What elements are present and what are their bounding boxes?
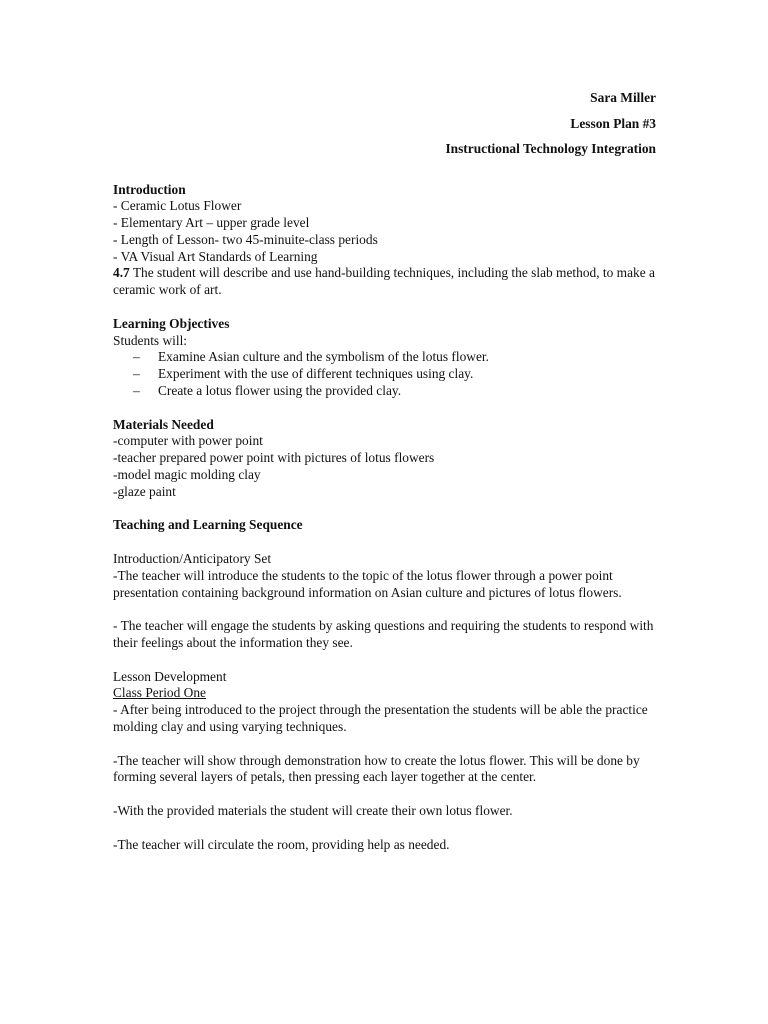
materials-section [113,417,656,501]
objective-text: Create a lotus flower using the provided clay. [158,383,402,399]
dash-bullet: – [133,366,140,382]
author-name: Sara Miller [590,90,656,105]
course-title: Instructional Technology Integration [445,141,656,156]
introduction-section [113,182,656,300]
dash-bullet: – [133,383,140,399]
intro-item: - Length of Lesson- two 45-minuite-class periods [113,231,378,247]
list-item [113,366,656,383]
intro-item: - VA Visual Art Standards of Learning [113,248,318,264]
lesson-plan-number: Lesson Plan #3 [570,115,656,131]
sequence-heading: Teaching and Learning Sequence [113,517,303,533]
standard-text: The student will describe and use hand-building techniques, including the slab method, to make a ceramic work of art. [113,265,655,298]
development-paragraph: - After being introduced to the project through the presentation the students will be able the practice molding clay and using varying techniques. [113,702,648,734]
objective-text: Experiment with the use of different techniques using clay. [158,366,474,382]
anticipatory-heading: Introduction/Anticipatory Set [113,551,272,567]
material-item: -teacher prepared power point with pictures of lotus flowers [113,450,435,466]
list-item [113,383,656,400]
list-item [113,349,656,366]
objective-text: Examine Asian culture and the symbolism of the lotus flower. [158,349,489,365]
objectives-lead: Students will: [113,332,188,348]
document-header [113,88,656,165]
objectives-heading: Learning Objectives [113,315,230,331]
dash-bullet: – [133,349,140,365]
material-item: -model magic molding clay [113,467,261,483]
anticipatory-paragraph: -The teacher will introduce the students to the topic of the lotus flower through a power point presentation containing background information on Asian culture and pictures of lotus flowers. [113,567,622,600]
lesson-plan-page [113,88,656,853]
intro-item: - Elementary Art – upper grade level [113,215,310,231]
materials-heading: Materials Needed [113,416,214,432]
development-paragraph: -The teacher will show through demonstration how to create the lotus flower. This will be done by forming several layers of petals, then pressing each layer together at the center. [113,752,640,785]
standard-paragraph [113,265,656,299]
intro-item: - Ceramic Lotus Flower [113,198,242,214]
material-item: -glaze paint [113,483,176,499]
development-paragraph: -With the provided materials the student will create their own lotus flower. [113,802,513,818]
anticipatory-paragraph: - The teacher will engage the students by asking questions and requiring the students to respond with their feelings about the information they see. [113,618,654,651]
objectives-list [113,349,656,399]
sequence-section [113,517,656,853]
standard-number: 4.7 [113,265,130,281]
class-period-heading: Class Period One [113,685,206,701]
development-paragraph: -The teacher will circulate the room, providing help as needed. [113,836,450,852]
introduction-heading: Introduction [113,181,186,197]
material-item: -computer with power point [113,433,263,449]
development-heading: Lesson Development [113,668,227,684]
objectives-section [113,316,656,400]
